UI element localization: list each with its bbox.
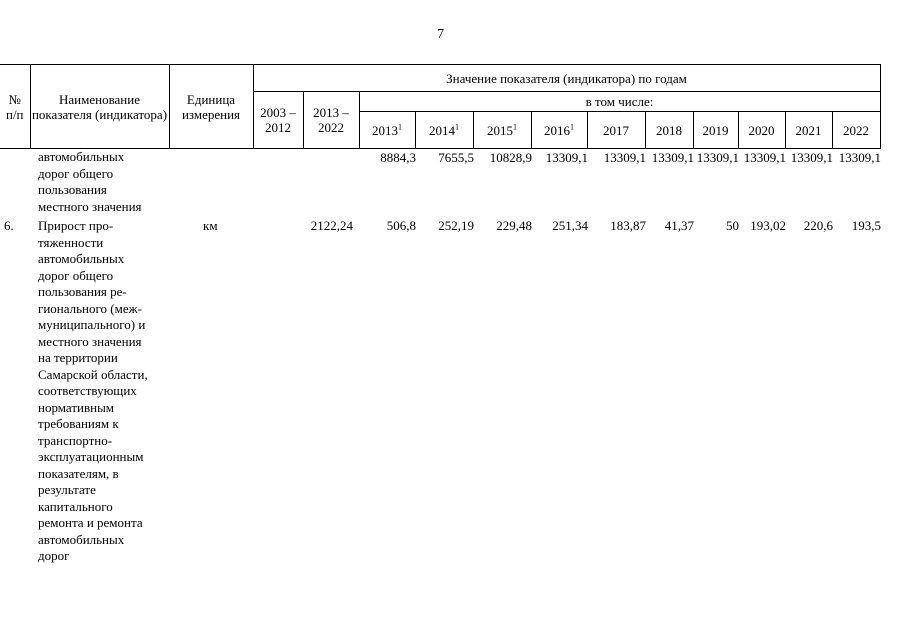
- value-cell: 13309,1: [790, 150, 833, 165]
- year-header-2022: 2022: [832, 112, 880, 149]
- page-number: 7: [437, 27, 444, 42]
- including-header: в том числе:: [359, 92, 880, 112]
- table-row: [0, 150, 905, 218]
- year-header-2017: 2017: [587, 112, 645, 149]
- row-name: Прирост про- тяженности автомобильных дорог общего пользования ре- гионального (меж- муниципального) и местного значения на территории Самарской области, соответствующих нормативным требованиям к транспортно- эксплуатационным показателям, в результате капитального ремонта и ремонта автомобильных дорог: [38, 218, 148, 563]
- value-cell: 506,8: [386, 218, 416, 233]
- value-cell: 183,87: [610, 218, 646, 233]
- col-unit-header: Единица измерения: [169, 65, 253, 149]
- row-number: 6.: [4, 218, 14, 233]
- value-cell: 13309,1: [545, 150, 588, 165]
- col-values-header: Значение показателя (индикатора) по годам: [253, 65, 880, 92]
- year-header-2013: 2013$^1$: [359, 112, 415, 149]
- value-cell: 13309,1: [838, 150, 881, 165]
- value-cell: 41,37: [664, 218, 694, 233]
- period-2-header: 2013 – 2022: [303, 92, 359, 149]
- value-cell: 229,48: [496, 218, 532, 233]
- value-cell: 13309,1: [696, 150, 739, 165]
- year-header-2014: 2014$^1$: [415, 112, 473, 149]
- value-cell: 251,34: [552, 218, 588, 233]
- value-cell: 10828,9: [489, 150, 532, 165]
- value-cell: 220,6: [803, 218, 833, 233]
- year-header-2018: 2018: [645, 112, 693, 149]
- value-cell: 7655,5: [438, 150, 474, 165]
- row-name: автомобильных дорог общего пользования местного значения: [38, 149, 142, 214]
- table-header: [0, 64, 881, 149]
- value-cell: 193,02: [750, 218, 786, 233]
- year-header-2019: 2019: [693, 112, 738, 149]
- year-header-2020: 2020: [738, 112, 785, 149]
- row-period-2: 2122,24: [310, 218, 353, 233]
- period-1-header: 2003 – 2012: [253, 92, 303, 149]
- table-row: [0, 218, 905, 568]
- value-cell: 8884,3: [380, 150, 416, 165]
- row-unit: км: [203, 218, 218, 233]
- col-num-header: № п/п: [0, 65, 30, 149]
- year-header-2021: 2021: [785, 112, 832, 149]
- year-header-2016: 2016$^1$: [531, 112, 587, 149]
- value-cell: 13309,1: [651, 150, 694, 165]
- value-cell: 13309,1: [603, 150, 646, 165]
- year-header-2015: 2015$^1$: [473, 112, 531, 149]
- value-cell: 13309,1: [743, 150, 786, 165]
- value-cell: 50: [726, 218, 739, 233]
- value-cell: 193,5: [851, 218, 881, 233]
- value-cell: 252,19: [438, 218, 474, 233]
- col-name-header: Наименование показателя (индикатора): [30, 65, 169, 149]
